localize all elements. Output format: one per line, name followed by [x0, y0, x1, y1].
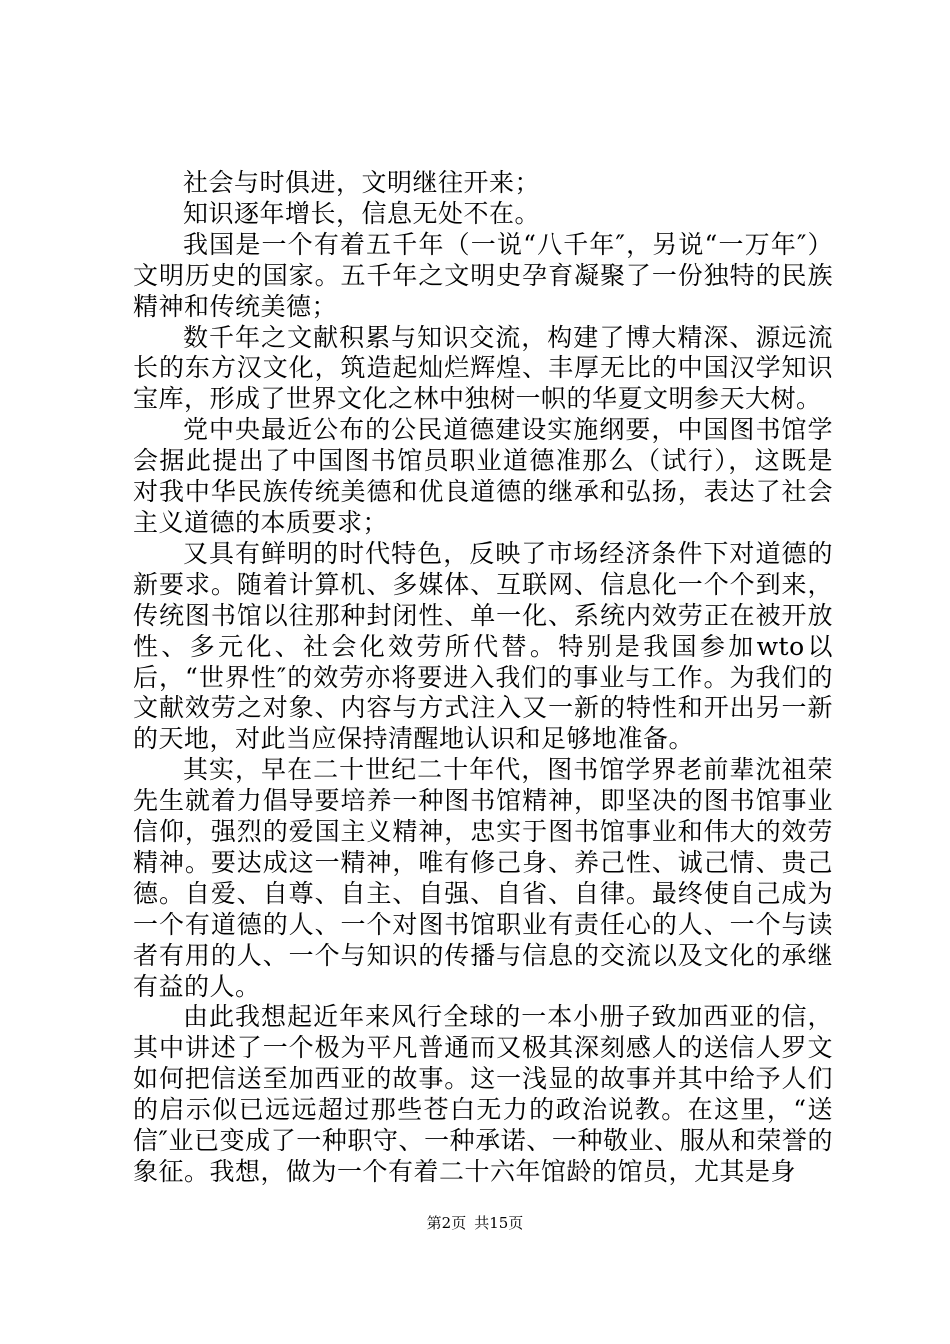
- paragraph: 知识逐年增长，信息无处不在。: [183, 198, 541, 228]
- paragraph: 我国是一个有着五千年（一说“八千年″，另说“一万年″）文明历史的国家。五千年之文明史孕育凝聚了一份独特的民族精神和传统美德；: [133, 229, 833, 321]
- paragraph: 又具有鲜明的时代特色，反映了市场经济条件下对道德的新要求。随着计算机、多媒体、互联网、信息化一个个到来，传统图书馆以往那种封闭性、单一化、系统内效劳正在被开放性、多元化、社会化效劳所代替。特别是我国参加wto以后，“世界性″的效劳亦将要进入我们的事业与工作。为我们的文献效劳之对象、内容与方式注入又一新的特性和开出另一新的天地，对此当应保持清醒地认识和足够地准备。: [133, 538, 833, 754]
- page-total: 共15页: [474, 1214, 524, 1232]
- paragraph: 由此我想起近年来风行全球的一本小册子致加西亚的信，其中讲述了一个极为平凡普通而又极其深刻感人的送信人罗文如何把信送至加西亚的故事。这一浅显的故事并其中给予人们的启示似已远远超过那些苍白无力的政治说教。在这里，“送信″业已变成了一种职守、一种承诺、一种敬业、服从和荣誉的象征。我想，做为一个有着二十六年馆龄的馆员，尤其是身: [133, 1002, 833, 1186]
- document-body: [133, 168, 833, 1188]
- paragraph: 社会与时俱进，文明继往开来；: [183, 168, 541, 197]
- paragraph: 其实，早在二十世纪二十年代，图书馆学界老前辈沈祖荣先生就着力倡导要培养一种图书馆精神，即坚决的图书馆事业信仰，强烈的爱国主义精神，忠实于图书馆事业和伟大的效劳精神。要达成这一精神，唯有修己身、养己性、诚己情、贵己德。自爱、自尊、自主、自强、自省、自律。最终使自己成为一个有道德的人、一个对图书馆职业有责任心的人、一个与读者有用的人、一个与知识的传播与信息的交流以及文化的承继有益的人。: [133, 755, 833, 1001]
- paragraph: 党中央最近公布的公民道德建设实施纲要，中国图书馆学会据此提出了中国图书馆员职业道德准那么（试行），这既是对我中华民族传统美德和优良道德的继承和弘扬，表达了社会主义道德的本质要求；: [133, 415, 833, 537]
- paragraph: 数千年之文献积累与知识交流，构建了博大精深、源远流长的东方汉文化，筑造起灿烂辉煌、丰厚无比的中国汉学知识宝库，形成了世界文化之林中独树一帜的华夏文明参天大树。: [133, 322, 833, 414]
- page-footer: [0, 1214, 950, 1232]
- page-number: 第2页: [426, 1214, 467, 1232]
